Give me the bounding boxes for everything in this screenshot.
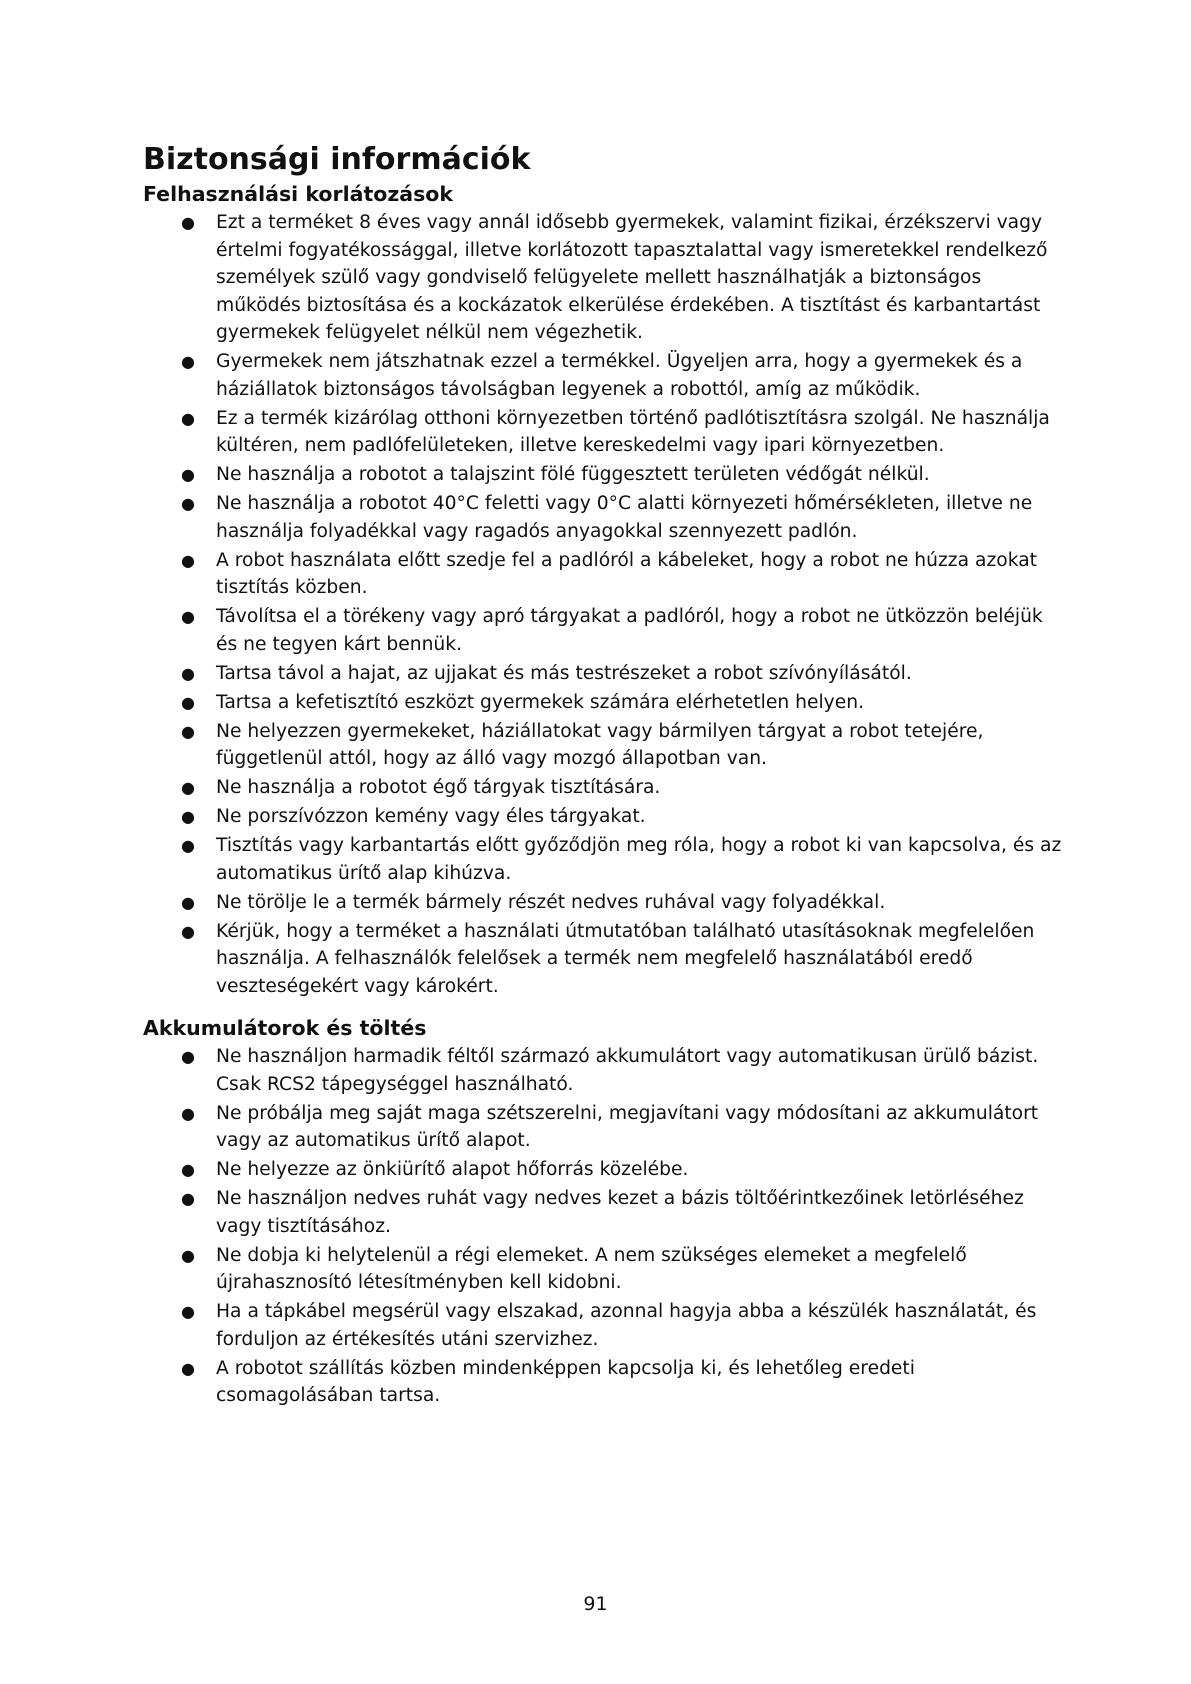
list-item-text: Ne használja a robotot 40°C feletti vagy 0°C alatti környezeti hőmérsékleten, illetve ne használja folyadékkal vagy ragadós anyagokkal szennyezett padlón.	[216, 493, 1033, 542]
list-item-text: Tartsa távol a hajat, az ujjakat és más testrészeket a robot szívónyílásától.	[216, 662, 912, 684]
list-item	[143, 774, 1063, 802]
list-item-text: Ezt a terméket 8 éves vagy annál idősebb gyermekek, valamint fizikai, érzékszervi vagy értelmi fogyatékossággal, illetve korlátozott tapasztalattal vagy ismeretekkel rendelkező személyek szülő vagy gondviselő felügyelete mellett használhatják a biztonságos működés biztosítása és a kockázatok elkerülése érdekében. A tisztítást és karbantartást gyermekek felügyelet nélkül nem végezhetik.	[216, 212, 1048, 343]
bullet-icon: ●	[181, 692, 195, 712]
bullet-icon: ●	[181, 607, 195, 626]
list-item	[143, 1355, 1063, 1410]
list-item	[143, 209, 1063, 347]
bullet-icon: ●	[181, 836, 195, 855]
list-item-text: Ne próbálja meg saját maga szétszerelni, megjavítani vagy módosítani az akkumulátort vagy az automatikus ürítő alapot.	[216, 1102, 1039, 1151]
bullet-icon: ●	[181, 408, 195, 428]
list-item-text: Távolítsa el a törékeny vagy apró tárgyakat a padlóról, hogy a robot ne ütközzön beléjük és ne tegyen kárt bennük.	[216, 606, 1043, 655]
list-item-text: Tisztítás vagy karbantartás előtt győződjön meg róla, hogy a robot ki van kapcsolva, és az automatikus ürítő alap kihúzva.	[216, 835, 1062, 884]
list-item-text: Kérjük, hogy a terméket a használati útmutatóban található utasításoknak megfelelően használja. A felhasználók felelősek a termék nem megfelelő használatából eredő veszteségekért vagy károkért.	[216, 920, 1035, 997]
bullet-icon: ●	[181, 892, 195, 912]
list-item	[143, 889, 1063, 917]
list-item	[143, 1185, 1063, 1240]
bullet-icon: ●	[181, 778, 195, 797]
list-item-text: Ne használjon harmadik féltől származó akkumulátort vagy automatikusan ürülő bázist. Csak RCS2 tápegységgel használható.	[216, 1046, 1039, 1095]
bullet-icon: ●	[181, 550, 195, 570]
section-heading-usage-restrictions: Felhasználási korlátozások	[143, 182, 454, 206]
list-item	[143, 689, 1063, 717]
list-item	[143, 461, 1063, 489]
bullet-icon: ●	[181, 494, 195, 513]
bullet-icon: ●	[181, 352, 195, 371]
list-item-text: Ha a tápkábel megsérül vagy elszakad, azonnal hagyja abba a készülék használatát, és forduljon az értékesítés utáni szervizhez.	[216, 1301, 1037, 1350]
page-title: Biztonsági információk	[143, 142, 531, 177]
list-item	[143, 1242, 1063, 1297]
list-item	[143, 547, 1063, 602]
bullet-icon: ●	[181, 1160, 195, 1179]
list-item	[143, 1156, 1063, 1184]
document-page	[143, 140, 1063, 1411]
list-item-text: Ne dobja ki helytelenül a régi elemeket. A nem szükséges elemeket a megfelelő újrahasznosító létesítményben kell kidobni.	[216, 1244, 967, 1293]
bullet-icon: ●	[181, 921, 195, 941]
list-item-text: Ne porszívózzon kemény vagy éles tárgyakat.	[216, 806, 646, 827]
list-item-text: Ez a termék kizárólag otthoni környezetben történő padlótisztításra szolgál. Ne használja kültéren, nem padlófelületeken, illetve kereskedelmi vagy ipari környezetben.	[216, 407, 1050, 456]
list-item-text: Gyermekek nem játszhatnak ezzel a termékkel. Ügyeljen arra, hogy a gyermekek és a háziállatok biztonságos távolságban legyenek a robottól, amíg az működik.	[216, 351, 1023, 400]
list-item	[143, 1100, 1063, 1155]
bullet-icon: ●	[181, 1302, 195, 1321]
list-item-text: Ne törölje le a termék bármely részét nedves ruhával vagy folyadékkal.	[216, 891, 886, 913]
bullet-icon: ●	[181, 663, 195, 683]
page-number: 91	[583, 1593, 608, 1615]
list-item	[143, 718, 1063, 773]
list-item	[143, 803, 1063, 831]
list-item-text: Ne használja a robotot a talajszint fölé függesztett területen védőgát nélkül.	[216, 464, 930, 485]
bullet-icon: ●	[181, 465, 195, 484]
list-item	[143, 490, 1063, 545]
bullet-icon: ●	[181, 213, 195, 232]
section-heading-batteries-charging: Akkumulátorok és töltés	[143, 1016, 427, 1040]
list-item	[143, 348, 1063, 403]
list-item	[143, 832, 1063, 887]
bullet-icon: ●	[181, 1358, 195, 1378]
list-item	[143, 660, 1063, 688]
batteries-charging-list	[143, 1043, 1063, 1410]
bullet-icon: ●	[181, 1103, 195, 1123]
list-item-text: Ne használjon nedves ruhát vagy nedves kezet a bázis töltőérintkezőinek letörléséhez vagy tisztításához.	[216, 1188, 1024, 1237]
list-item-text: Ne helyezzen gyermekeket, háziállatokat vagy bármilyen tárgyat a robot tetejére, függetlenül attól, hogy az álló vagy mozgó állapotban van.	[216, 720, 984, 769]
list-item	[143, 603, 1063, 658]
list-item	[143, 1043, 1063, 1098]
list-item-text: Ne helyezze az önkiürítő alapot hőforrás közelébe.	[216, 1159, 689, 1180]
usage-restrictions-list	[143, 209, 1063, 1000]
list-item-text: Tartsa a kefetisztító eszközt gyermekek számára elérhetetlen helyen.	[216, 691, 865, 713]
list-item-text: A robotot szállítás közben mindenképpen kapcsolja ki, és lehetőleg eredeti csomagolásában tartsa.	[216, 1357, 915, 1406]
bullet-icon: ●	[181, 807, 195, 826]
bullet-icon: ●	[181, 1189, 195, 1208]
list-item-text: Ne használja a robotot égő tárgyak tisztítására.	[216, 777, 661, 798]
bullet-icon: ●	[181, 1245, 195, 1265]
list-item	[143, 1298, 1063, 1353]
bullet-icon: ●	[181, 721, 195, 741]
list-item	[143, 918, 1063, 1001]
list-item	[143, 405, 1063, 460]
list-item-text: A robot használata előtt szedje fel a padlóról a kábeleket, hogy a robot ne húzza azokat tisztítás közben.	[216, 549, 1037, 598]
bullet-icon: ●	[181, 1047, 195, 1066]
